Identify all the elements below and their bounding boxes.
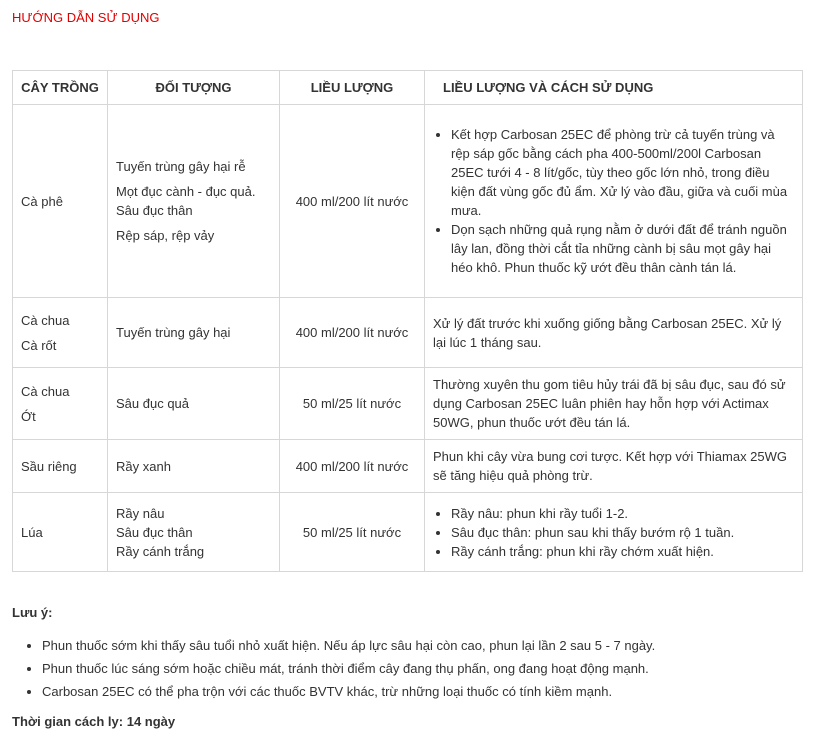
crop-name: Lúa xyxy=(21,524,43,540)
crop-name: Cà chua xyxy=(21,383,70,399)
method-cell: Thường xuyên thu gom tiêu hủy trái đã bị sâu đục, sau đó sử dụng Carbosan 25EC luân phiên hay hỗn hợp với Actimax 50WG, phun thuốc ướt đều tán lá. xyxy=(425,368,803,440)
note-item: • Phun thuốc lúc sáng sớm hoặc chiều mát, tránh thời điểm cây đang thụ phấn, ong đang hoạt động mạnh. xyxy=(42,657,814,680)
table-row xyxy=(13,298,803,368)
table-row xyxy=(13,440,803,493)
target-item: Sâu đục thân xyxy=(116,524,193,540)
method-item: • Rầy cánh trắng: phun khi rầy chớm xuất hiện. xyxy=(451,542,794,561)
target-item: Sâu đục thân xyxy=(116,203,193,218)
crop-cell xyxy=(13,493,108,572)
header-target: ĐỐI TƯỢNG xyxy=(108,71,280,105)
target-cell xyxy=(108,493,280,572)
target-cell xyxy=(108,105,280,298)
method-cell xyxy=(425,493,803,572)
notes-list xyxy=(0,634,814,703)
dose-cell: 400 ml/200 lít nước xyxy=(280,105,425,298)
target-item: Rầy cánh trắng xyxy=(116,543,205,559)
header-dose: LIỀU LƯỢNG xyxy=(280,71,425,105)
method-list xyxy=(433,125,794,277)
target-item: Mọt đục cành - đục quả. xyxy=(116,184,256,199)
crop-cell xyxy=(13,105,108,298)
table-row xyxy=(13,493,803,572)
crop-name: Cà rốt xyxy=(21,337,57,353)
crop-cell xyxy=(13,440,108,493)
method-cell: Phun khi cây vừa bung cơi tược. Kết hợp với Thiamax 25WG sẽ tăng hiệu quả phòng trừ. xyxy=(425,440,803,493)
section-title: HƯỚNG DẪN SỬ DỤNG xyxy=(12,10,160,25)
method-item: • Rầy nâu: phun khi rầy tuổi 1-2. xyxy=(451,504,794,523)
table-row xyxy=(13,368,803,440)
quarantine-period: Thời gian cách ly: 14 ngày xyxy=(12,714,176,729)
dose-cell: 50 ml/25 lít nước xyxy=(280,368,425,440)
target-cell: Tuyến trùng gây hại xyxy=(108,298,280,368)
header-crop: CÂY TRỒNG xyxy=(13,71,108,105)
method-item: • Kết hợp Carbosan 25EC để phòng trừ cả tuyến trùng và rệp sáp gốc bằng cách pha 400-500ml/200l Carbosan 25EC tưới 4 - 8 lít/gốc, tùy theo gốc lớn nhỏ, trong điều kiện đất vùng gốc đủ ẩm. Xử lý vào đầu, giữa và cuối mùa mưa. xyxy=(451,125,794,220)
crop-name: Sầu riêng xyxy=(21,458,77,474)
crop-name: Cà chua xyxy=(21,312,70,328)
notes-title: Lưu ý: xyxy=(12,605,53,620)
note-item: • Phun thuốc sớm khi thấy sâu tuổi nhỏ xuất hiện. Nếu áp lực sâu hại còn cao, phun lại lần 2 sau 5 - 7 ngày. xyxy=(42,634,814,657)
note-item: • Carbosan 25EC có thể pha trộn với các thuốc BVTV khác, trừ những loại thuốc có tính kiềm mạnh. xyxy=(42,680,814,703)
table-header-row xyxy=(13,71,803,105)
target-item: Rầy nâu xyxy=(116,505,165,521)
crop-name: Ớt xyxy=(21,408,36,424)
crop-cell xyxy=(13,298,108,368)
method-cell: Xử lý đất trước khi xuống giống bằng Carbosan 25EC. Xử lý lại lúc 1 tháng sau. xyxy=(425,298,803,368)
dose-cell: 50 ml/25 lít nước xyxy=(280,493,425,572)
table-row xyxy=(13,105,803,298)
usage-table xyxy=(12,70,803,572)
method-item: • Dọn sạch những quả rụng nằm ở dưới đất để tránh nguồn lây lan, đồng thời cắt tỉa những cành bị sâu mọt gây hại héo khô. Phun thuốc kỹ ướt đều thân cành tán lá. xyxy=(451,220,794,277)
header-method: LIỀU LƯỢNG VÀ CÁCH SỬ DỤNG xyxy=(425,71,803,105)
target-item: Tuyến trùng gây hại rễ xyxy=(116,159,246,174)
target-item: Rệp sáp, rệp vảy xyxy=(116,228,215,243)
method-list xyxy=(433,504,794,561)
method-item: • Sâu đục thân: phun sau khi thấy bướm rộ 1 tuần. xyxy=(451,523,794,542)
crop-name: Cà phê xyxy=(21,193,63,209)
method-cell xyxy=(425,105,803,298)
dose-cell: 400 ml/200 lít nước xyxy=(280,298,425,368)
crop-cell xyxy=(13,368,108,440)
dose-cell: 400 ml/200 lít nước xyxy=(280,440,425,493)
target-cell: Sâu đục quả xyxy=(108,368,280,440)
target-cell: Rầy xanh xyxy=(108,440,280,493)
